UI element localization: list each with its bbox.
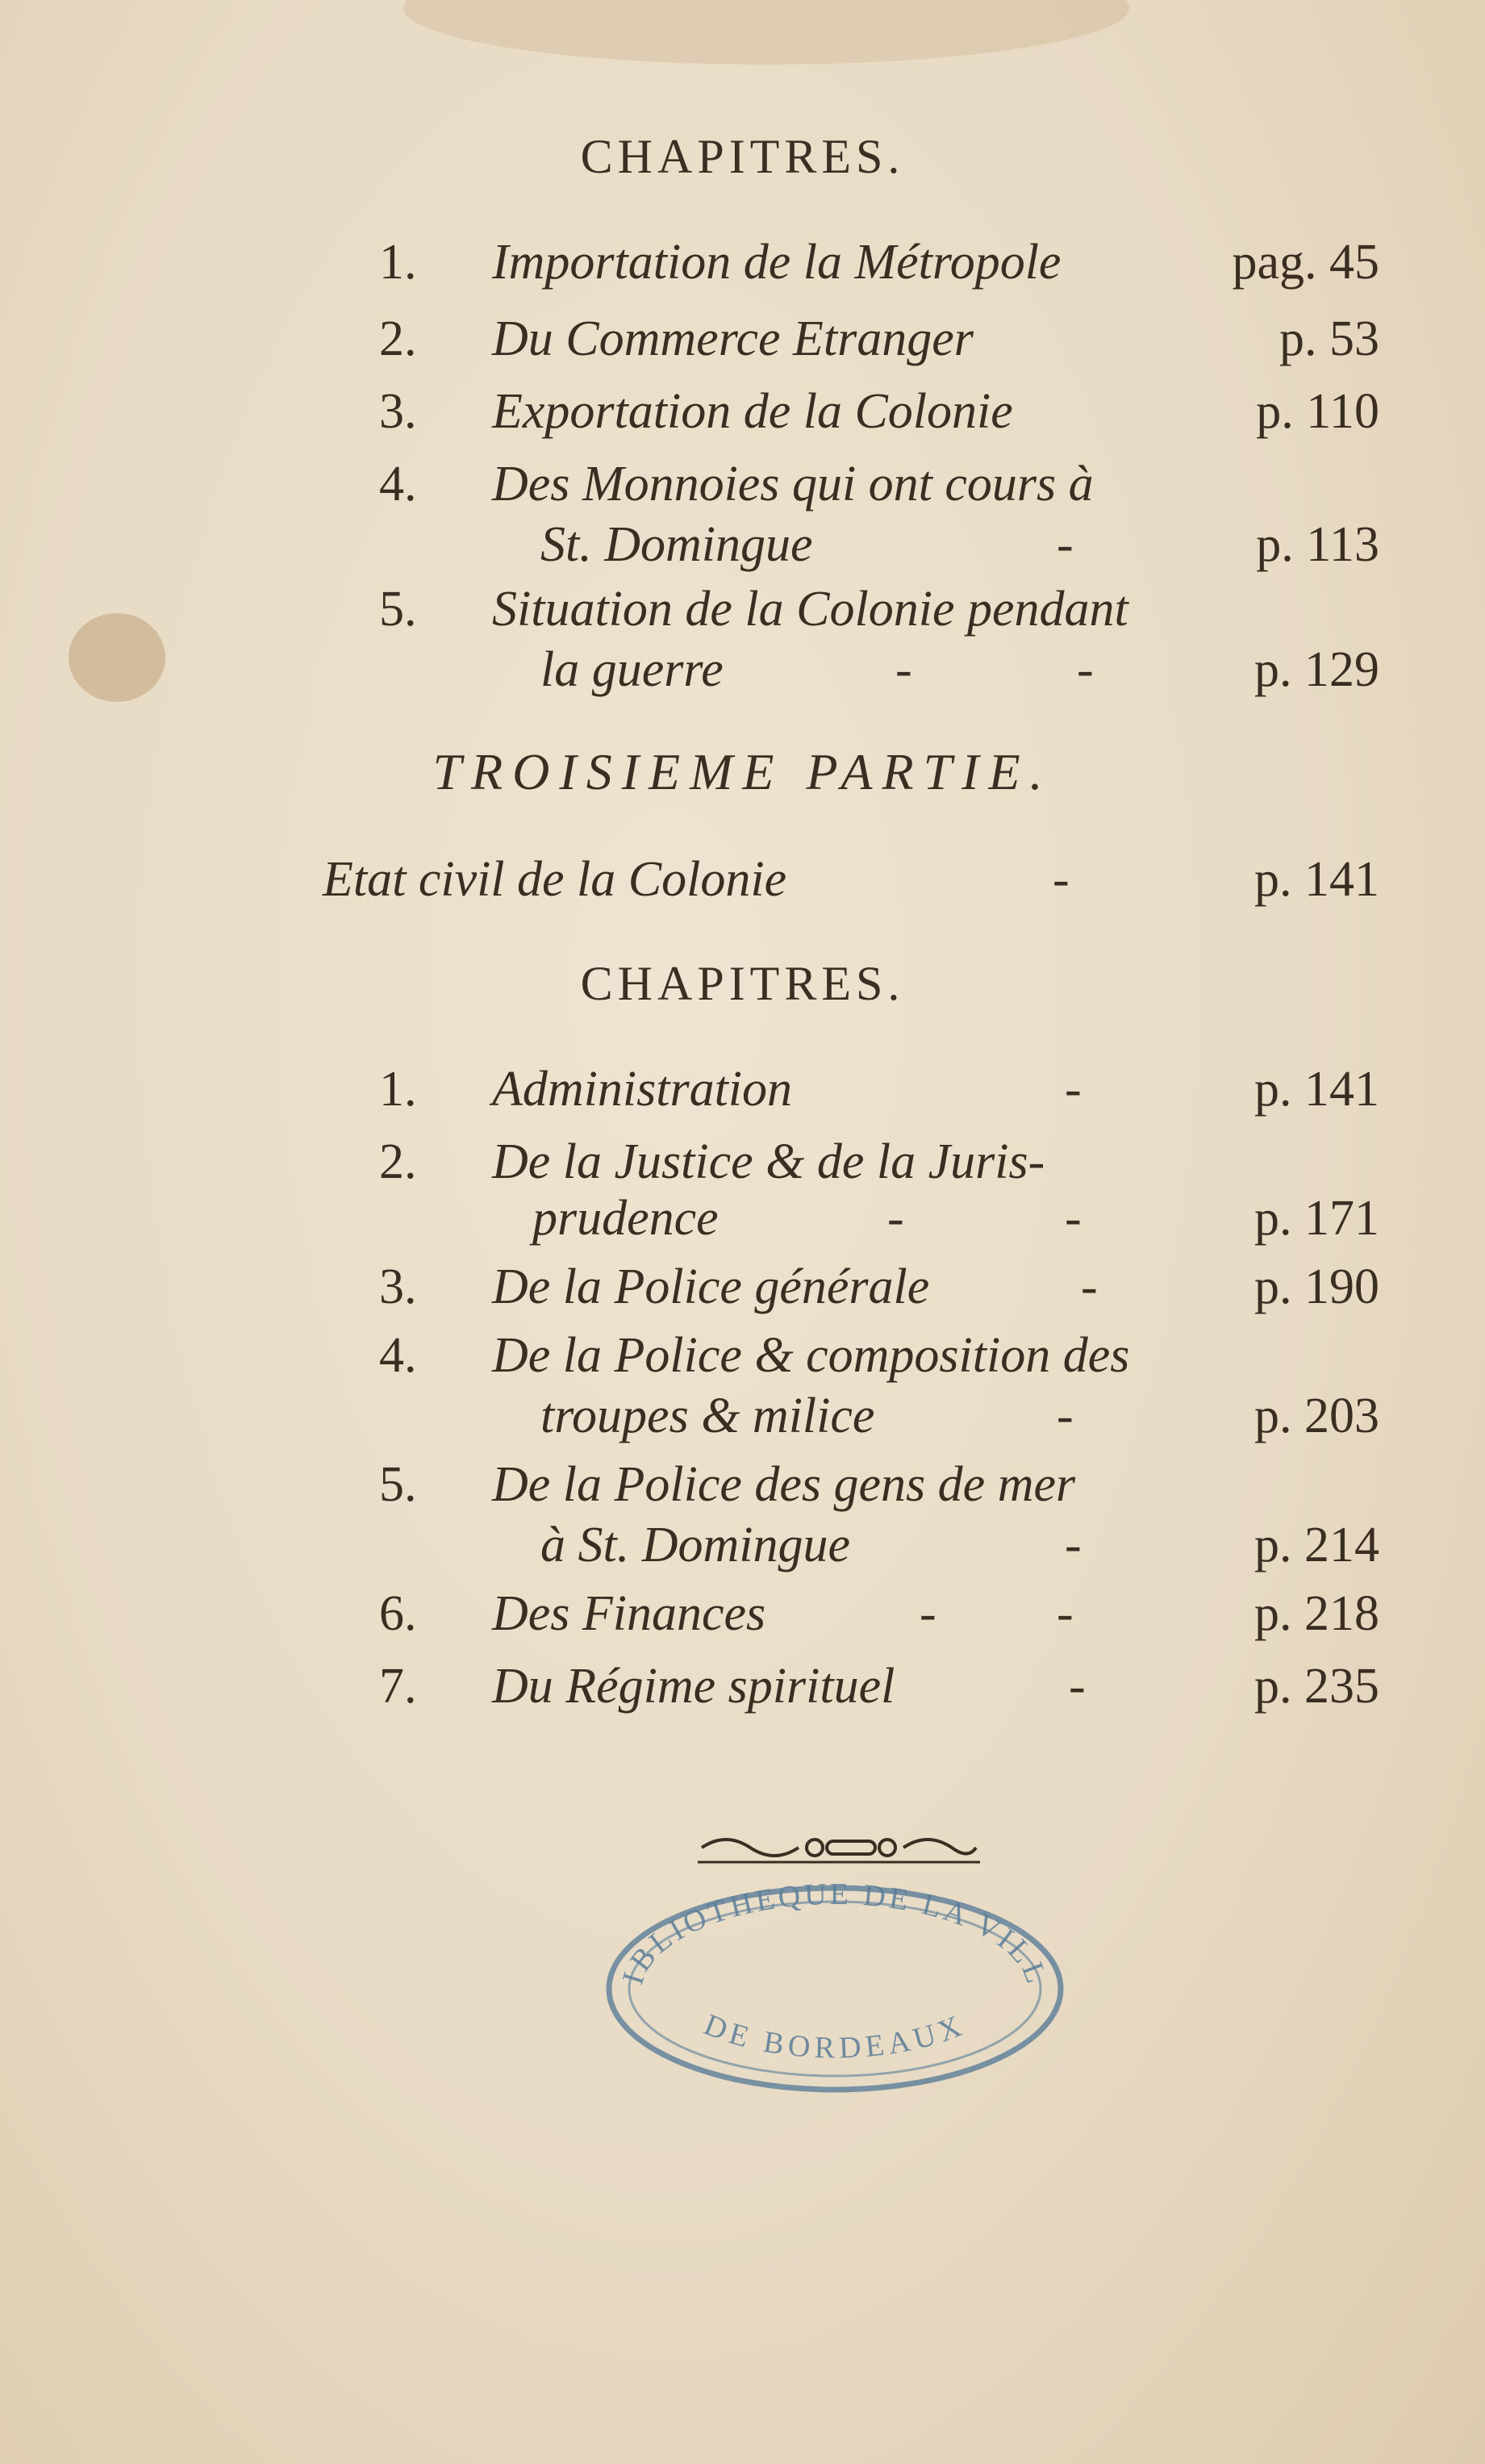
- dash-leader: -: [1081, 1259, 1098, 1314]
- entry-number: 3.: [379, 384, 417, 439]
- toc-entry: [339, 581, 1379, 637]
- entry-page: p. 110: [1256, 384, 1379, 439]
- library-stamp: [585, 1872, 1085, 2109]
- dash-leader: -: [895, 642, 912, 697]
- entry-title: De la Police des gens de mer: [492, 1457, 1076, 1512]
- entry-page: p. 218: [1254, 1586, 1379, 1641]
- entry-number: 1.: [379, 1062, 417, 1117]
- dash-leader: -: [1057, 1586, 1074, 1641]
- entry-page: p. 53: [1279, 311, 1379, 366]
- entry-page: p. 129: [1254, 642, 1379, 697]
- dash-leader: -: [1065, 1062, 1082, 1117]
- entry-title: Des Finances: [492, 1586, 766, 1641]
- part-title: TROISIEME PARTIE.: [432, 743, 1053, 800]
- toc-entry: [339, 1134, 1379, 1190]
- toc-entry: [339, 1456, 1379, 1513]
- entry-page: p. 190: [1254, 1259, 1379, 1314]
- entry-page: p. 214: [1254, 1518, 1379, 1572]
- toc-entry: [339, 1259, 1379, 1315]
- entry-title: Situation de la Colonie pendant: [492, 582, 1128, 637]
- entry-page: p. 203: [1254, 1389, 1379, 1443]
- entry-title: Des Monnoies qui ont cours à: [492, 457, 1094, 512]
- dash-leader: -: [1065, 1518, 1082, 1572]
- entry-title: De la Justice & de la Juris-: [492, 1134, 1045, 1189]
- entry-number: 6.: [379, 1586, 417, 1641]
- entry-page: p. 171: [1254, 1191, 1379, 1246]
- svg-text:DE BORDEAUX: [699, 2007, 970, 2065]
- toc-entry: [339, 234, 1379, 290]
- dash-leader: -: [887, 1191, 904, 1246]
- entry-title-continued: la guerre: [540, 642, 724, 697]
- entry-title-continued: troupes & milice: [540, 1389, 875, 1443]
- entry-number: 2.: [379, 1134, 417, 1189]
- stamp-bottom-text: DE BORDEAUX: [699, 2007, 971, 2065]
- toc-entry: [339, 383, 1379, 440]
- entry-number: 7.: [379, 1659, 417, 1714]
- toc-entry-continuation: [339, 516, 1379, 573]
- entry-page: p. 113: [1256, 517, 1379, 572]
- stamp-top-text: IBLIOTHEQUE DE LA VILL: [615, 1877, 1055, 1990]
- entry-page: p. 141: [1254, 1062, 1379, 1117]
- toc-entry: [339, 1327, 1379, 1384]
- entry-title: Du Régime spirituel: [492, 1659, 895, 1714]
- entry-title: Du Commerce Etranger: [492, 311, 974, 366]
- entry-title-continued: à St. Domingue: [540, 1518, 851, 1572]
- entry-title: Exportation de la Colonie: [492, 384, 1013, 439]
- dash-leader: -: [1069, 1659, 1086, 1714]
- entry-title: De la Police générale: [492, 1259, 930, 1314]
- dash-leader: -: [920, 1586, 936, 1641]
- entry-title-continued: St. Domingue: [540, 517, 813, 572]
- entry-title: Importation de la Métropole: [492, 235, 1062, 290]
- part-subtitle-row: [323, 851, 1379, 908]
- chapters-heading-1: CHAPITRES.: [580, 130, 905, 183]
- entry-number: 3.: [379, 1259, 417, 1314]
- toc-entry: [339, 1585, 1379, 1642]
- svg-text:BIBLIOTHEQUE DE LA VILLE: [585, 1872, 1054, 1990]
- toc-entry-continuation: [339, 1517, 1379, 1573]
- entry-number: 2.: [379, 311, 417, 366]
- entry-title: De la Police & composition des: [492, 1328, 1130, 1383]
- entry-page: p. 235: [1254, 1659, 1379, 1714]
- entry-number: 1.: [379, 235, 417, 290]
- entry-page: pag. 45: [1232, 235, 1379, 290]
- part-page: p. 141: [1254, 852, 1379, 907]
- toc-entry: [339, 456, 1379, 512]
- entry-title: Administration: [492, 1062, 793, 1117]
- dash-leader: -: [1057, 1389, 1074, 1443]
- toc-entry: [339, 1061, 1379, 1117]
- part-subtitle: Etat civil de la Colonie: [323, 852, 787, 907]
- top-stain: [403, 0, 1129, 65]
- entry-number: 4.: [379, 457, 417, 512]
- entry-number: 5.: [379, 1457, 417, 1512]
- chapters-heading-2: CHAPITRES.: [580, 957, 905, 1010]
- printers-ornament: [694, 1823, 984, 1872]
- dash-leader: -: [1065, 1191, 1082, 1246]
- entry-title-continued: prudence: [532, 1191, 719, 1246]
- toc-entry: [339, 311, 1379, 367]
- entry-number: 4.: [379, 1328, 417, 1383]
- entry-number: 5.: [379, 582, 417, 637]
- toc-entry: [339, 1658, 1379, 1714]
- dash-leader: -: [1077, 642, 1094, 697]
- left-stain: [69, 613, 165, 702]
- toc-entry-continuation: [339, 1190, 1379, 1247]
- dash-leader: -: [1053, 852, 1070, 907]
- dash-leader: -: [1057, 517, 1074, 572]
- toc-entry-continuation: [339, 1388, 1379, 1444]
- toc-entry-continuation: [339, 641, 1379, 698]
